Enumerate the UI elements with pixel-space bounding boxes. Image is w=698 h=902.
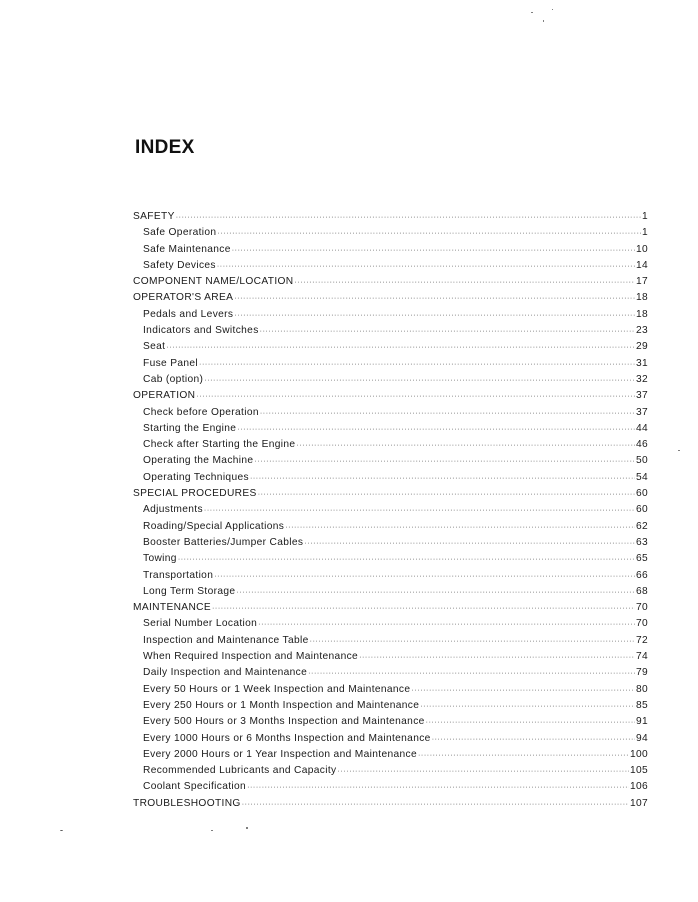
toc-entry-label: OPERATION <box>133 390 196 402</box>
toc-subsection <box>133 651 648 667</box>
toc-entry-page: 60 <box>635 488 648 500</box>
dot-leader <box>232 247 635 254</box>
dot-leader <box>310 638 635 645</box>
toc-subsection <box>133 749 648 765</box>
toc-entry-label: Booster Batteries/Jumper Cables <box>143 536 304 548</box>
dot-leader <box>204 507 635 514</box>
toc-entry-page: 79 <box>635 667 648 679</box>
dot-leader <box>418 752 629 759</box>
toc-entry-page: 60 <box>635 504 648 516</box>
toc-entry-label: Indicators and Switches <box>143 325 259 337</box>
toc-entry-label: Safe Maintenance <box>143 243 231 255</box>
toc-subsection <box>133 553 648 569</box>
toc-entry-label: Pedals and Levers <box>143 308 234 320</box>
toc-subsection <box>133 765 648 781</box>
toc-entry-page: 80 <box>635 683 648 695</box>
toc-subsection <box>133 781 648 797</box>
toc-entry-page: 65 <box>635 553 648 565</box>
toc-entry-label: When Required Inspection and Maintenance <box>143 651 359 663</box>
dot-leader <box>242 801 629 808</box>
dot-leader <box>237 426 635 433</box>
toc-subsection <box>133 244 648 260</box>
toc-entry-label: TROUBLESHOOTING <box>133 797 241 809</box>
toc-subsection <box>133 455 648 471</box>
scan-speck <box>531 12 533 13</box>
toc-entry-label: Safety Devices <box>143 259 216 271</box>
toc-entry-page: 94 <box>635 732 648 744</box>
table-of-contents <box>133 211 648 814</box>
toc-subsection <box>133 309 648 325</box>
toc-entry-label: Roading/Special Applications <box>143 520 285 532</box>
page-title: INDEX <box>135 137 195 158</box>
toc-entry-page: 70 <box>635 618 648 630</box>
toc-subsection <box>133 423 648 439</box>
toc-entry-label: Check after Starting the Engine <box>143 439 296 451</box>
toc-entry-label: Cab (option) <box>143 373 204 385</box>
toc-entry-page: 18 <box>635 308 648 320</box>
toc-entry-label: SPECIAL PROCEDURES <box>133 488 257 500</box>
dot-leader <box>432 736 635 743</box>
toc-subsection <box>133 521 648 537</box>
dot-leader <box>247 784 629 791</box>
toc-section <box>133 488 648 504</box>
toc-subsection <box>133 407 648 423</box>
toc-entry-label: MAINTENANCE <box>133 602 211 614</box>
toc-entry-label: Every 2000 Hours or 1 Year Inspection and Maintenance <box>143 748 417 760</box>
toc-entry-label: Transportation <box>143 569 214 581</box>
toc-subsection <box>133 341 648 357</box>
toc-entry-page: 85 <box>635 699 648 711</box>
dot-leader <box>199 361 635 368</box>
toc-entry-page: 62 <box>635 520 648 532</box>
dot-leader <box>260 410 635 417</box>
toc-entry-page: 100 <box>629 748 648 760</box>
scan-speck <box>678 450 680 451</box>
toc-subsection <box>133 537 648 553</box>
dot-leader <box>236 589 635 596</box>
toc-entry-label: SAFETY <box>133 211 175 222</box>
toc-subsection <box>133 227 648 243</box>
toc-entry-label: Long Term Storage <box>143 585 236 597</box>
toc-entry-page: 74 <box>635 651 648 663</box>
toc-subsection <box>133 358 648 374</box>
toc-subsection <box>133 733 648 749</box>
toc-entry-page: 106 <box>629 781 648 793</box>
toc-section <box>133 211 648 227</box>
dot-leader <box>426 719 635 726</box>
toc-entry-page: 10 <box>635 243 648 255</box>
toc-section <box>133 276 648 292</box>
dot-leader <box>295 279 635 286</box>
toc-subsection <box>133 439 648 455</box>
dot-leader <box>260 328 635 335</box>
toc-entry-label: Towing <box>143 553 177 565</box>
toc-entry-label: Every 50 Hours or 1 Week Inspection and Maintenance <box>143 683 411 695</box>
toc-entry-page: 1 <box>641 211 648 222</box>
dot-leader <box>258 491 635 498</box>
dot-leader <box>204 377 635 384</box>
scan-speck <box>246 827 248 829</box>
scan-speck <box>60 830 63 831</box>
toc-entry-label: Operating the Machine <box>143 455 254 467</box>
toc-entry-label: Fuse Panel <box>143 357 199 369</box>
toc-section <box>133 798 648 814</box>
toc-section <box>133 292 648 308</box>
toc-entry-label: COMPONENT NAME/LOCATION <box>133 276 294 288</box>
toc-entry-page: 14 <box>635 259 648 271</box>
dot-leader <box>308 670 635 677</box>
toc-section <box>133 390 648 406</box>
toc-subsection <box>133 684 648 700</box>
dot-leader <box>411 687 635 694</box>
dot-leader <box>250 475 635 482</box>
dot-leader <box>285 524 635 531</box>
dot-leader <box>234 312 635 319</box>
toc-entry-page: 44 <box>635 422 648 434</box>
toc-entry-page: 23 <box>635 325 648 337</box>
toc-entry-page: 54 <box>635 471 648 483</box>
toc-entry-page: 29 <box>635 341 648 353</box>
toc-entry-page: 63 <box>635 536 648 548</box>
dot-leader <box>296 442 635 449</box>
toc-entry-label: Every 250 Hours or 1 Month Inspection and Maintenance <box>143 699 420 711</box>
toc-entry-page: 72 <box>635 634 648 646</box>
toc-entry-page: 1 <box>641 227 648 239</box>
dot-leader <box>234 295 635 302</box>
toc-entry-page: 91 <box>635 716 648 728</box>
toc-entry-page: 32 <box>635 373 648 385</box>
toc-entry-page: 50 <box>635 455 648 467</box>
toc-entry-label: Check before Operation <box>143 406 259 418</box>
toc-entry-page: 68 <box>635 585 648 597</box>
toc-entry-page: 17 <box>635 276 648 288</box>
toc-subsection <box>133 716 648 732</box>
dot-leader <box>254 458 635 465</box>
dot-leader <box>166 344 635 351</box>
toc-entry-page: 107 <box>629 797 648 809</box>
toc-entry-label: Adjustments <box>143 504 203 516</box>
toc-subsection <box>133 586 648 602</box>
dot-leader <box>217 230 641 237</box>
dot-leader <box>176 214 641 221</box>
toc-entry-page: 37 <box>635 406 648 418</box>
toc-entry-page: 66 <box>635 569 648 581</box>
scan-speck <box>552 9 553 10</box>
dot-leader <box>196 393 635 400</box>
toc-subsection <box>133 504 648 520</box>
toc-entry-label: Coolant Specification <box>143 781 247 793</box>
toc-entry-page: 70 <box>635 602 648 614</box>
toc-subsection <box>133 374 648 390</box>
toc-entry-page: 46 <box>635 439 648 451</box>
toc-entry-label: Every 1000 Hours or 6 Months Inspection and Maintenance <box>143 732 431 744</box>
toc-entry-label: OPERATOR'S AREA <box>133 292 234 304</box>
toc-entry-label: Starting the Engine <box>143 422 237 434</box>
scan-speck <box>543 20 544 22</box>
scan-speck <box>211 830 213 831</box>
dot-leader <box>258 621 635 628</box>
toc-entry-page: 31 <box>635 357 648 369</box>
dot-leader <box>304 540 635 547</box>
toc-entry-label: Operating Techniques <box>143 471 249 483</box>
toc-entry-label: Daily Inspection and Maintenance <box>143 667 308 679</box>
toc-entry-page: 18 <box>635 292 648 304</box>
toc-subsection <box>133 472 648 488</box>
dot-leader <box>214 573 635 580</box>
dot-leader <box>217 263 635 270</box>
toc-section <box>133 602 648 618</box>
toc-subsection <box>133 635 648 651</box>
toc-entry-label: Serial Number Location <box>143 618 258 630</box>
dot-leader <box>359 654 635 661</box>
toc-subsection <box>133 618 648 634</box>
toc-entry-page: 37 <box>635 390 648 402</box>
dot-leader <box>337 768 628 775</box>
toc-subsection <box>133 570 648 586</box>
toc-subsection <box>133 325 648 341</box>
toc-entry-page: 105 <box>629 765 648 777</box>
toc-entry-label: Safe Operation <box>143 227 217 239</box>
toc-entry-label: Recommended Lubricants and Capacity <box>143 765 337 777</box>
toc-entry-label: Seat <box>143 341 166 353</box>
toc-subsection <box>133 700 648 716</box>
toc-subsection <box>133 667 648 683</box>
dot-leader <box>178 556 635 563</box>
dot-leader <box>420 703 635 710</box>
toc-entry-label: Inspection and Maintenance Table <box>143 634 309 646</box>
dot-leader <box>212 605 635 612</box>
toc-subsection <box>133 260 648 276</box>
toc-entry-label: Every 500 Hours or 3 Months Inspection and Maintenance <box>143 716 425 728</box>
